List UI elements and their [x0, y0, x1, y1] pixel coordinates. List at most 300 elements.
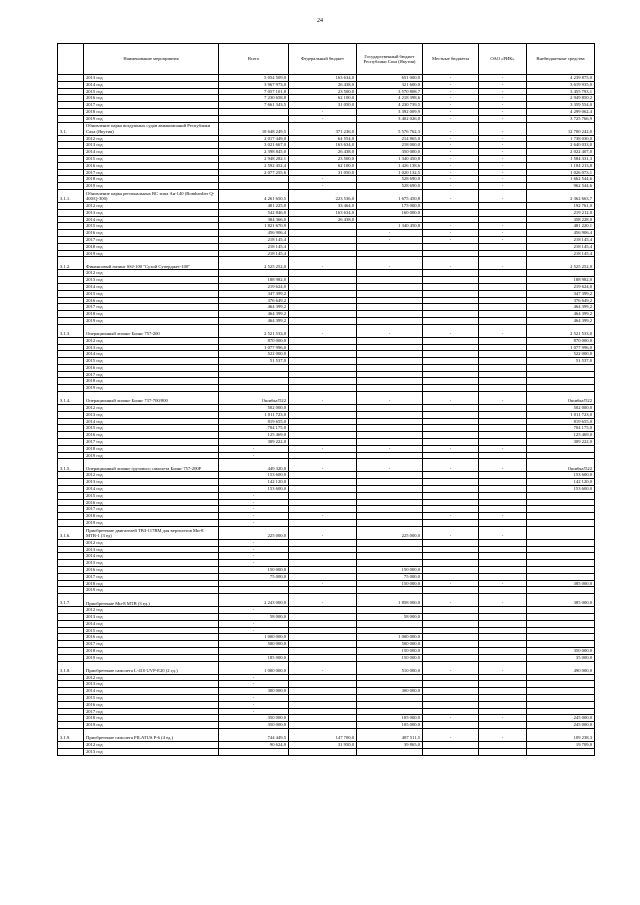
table-cell: 464 399,2	[219, 311, 289, 318]
table-cell	[357, 539, 423, 546]
table-cell	[527, 499, 595, 506]
table-cell	[423, 674, 479, 681]
table-cell	[423, 364, 479, 371]
table-cell	[58, 81, 84, 88]
table-cell: 2019 год	[84, 654, 219, 661]
table-cell: -	[219, 520, 289, 527]
table-cell	[527, 620, 595, 627]
table-cell	[527, 614, 595, 621]
table-cell: 218 145,4	[527, 236, 595, 243]
table-cell: 19 709,0	[527, 741, 595, 748]
table-cell	[357, 432, 423, 439]
table-cell: Приобретение двигателей ТВЗ-117ВМ для вертолетов Ми-8 МТВ-1 (3 ед)	[84, 526, 219, 539]
table-cell	[58, 708, 84, 715]
table-cell	[423, 439, 479, 446]
table-cell: -	[423, 236, 479, 243]
table-cell	[357, 513, 423, 520]
table-row	[58, 371, 595, 378]
table-cell: -	[423, 75, 479, 82]
table-cell: 35 000,0	[527, 654, 595, 661]
table-cell	[357, 385, 423, 392]
table-cell	[527, 627, 595, 634]
table-cell	[479, 351, 527, 358]
table-cell: 2019 год	[84, 385, 219, 392]
table-cell: 744 449,5	[219, 728, 289, 741]
table-cell: 487 511,5	[357, 728, 423, 741]
table-cell: 51 537,0	[527, 358, 595, 365]
table-cell	[357, 560, 423, 567]
table-cell: 2017 год	[84, 641, 219, 648]
table-cell: -	[357, 257, 423, 270]
table-cell	[58, 202, 84, 209]
table-cell	[357, 439, 423, 446]
table-cell	[289, 385, 357, 392]
table-cell: 4 239 875,0	[527, 75, 595, 82]
table-cell: 2 521 533,0	[219, 324, 289, 337]
table-cell	[357, 486, 423, 493]
table-cell: 2 022 407,0	[527, 149, 595, 156]
table-cell	[58, 445, 84, 452]
table-cell	[289, 304, 357, 311]
table-cell	[289, 243, 357, 250]
table-row	[58, 385, 595, 392]
table-cell	[479, 641, 527, 648]
table-cell: 1 020 132,5	[357, 169, 423, 176]
table-cell	[423, 560, 479, 567]
table-cell	[58, 506, 84, 513]
table-row	[58, 432, 595, 439]
table-cell: 2012 год	[84, 607, 219, 614]
table-cell	[58, 674, 84, 681]
table-cell	[479, 216, 527, 223]
table-cell: 2015 год	[84, 155, 219, 162]
table-cell	[58, 722, 84, 729]
table-cell: 2016 год	[84, 701, 219, 708]
table-cell: 150 000,0	[357, 647, 423, 654]
table-cell	[58, 560, 84, 567]
table-cell: -	[423, 176, 479, 183]
table-cell: -	[423, 223, 479, 230]
table-cell: -	[219, 708, 289, 715]
table-cell	[58, 486, 84, 493]
table-cell	[527, 371, 595, 378]
table-cell: 125 469,0	[527, 432, 595, 439]
table-cell: 75 000,0	[219, 573, 289, 580]
table-cell	[289, 715, 357, 722]
table-cell	[357, 344, 423, 351]
table-row	[58, 506, 595, 513]
table-cell	[423, 290, 479, 297]
table-cell: 347 399,2	[527, 290, 595, 297]
table-cell	[479, 344, 527, 351]
table-cell	[357, 351, 423, 358]
table-cell: -	[479, 459, 527, 472]
table-row	[58, 526, 595, 539]
table-cell: Ошибка!522	[219, 392, 289, 405]
table-cell	[479, 674, 527, 681]
table-cell: -	[289, 257, 357, 270]
table-cell	[479, 311, 527, 318]
table-cell	[357, 452, 423, 459]
table-cell	[479, 479, 527, 486]
table-cell: 2017 год	[84, 102, 219, 109]
table-cell	[289, 344, 357, 351]
header-cell: ОАО «РИК»	[479, 44, 527, 75]
table-cell	[289, 486, 357, 493]
table-row	[58, 108, 595, 115]
table-cell	[527, 573, 595, 580]
table-cell: 309 222,0	[219, 439, 289, 446]
table-cell: -	[219, 627, 289, 634]
table-cell: 2013 год	[84, 277, 219, 284]
table-cell: 26 438,0	[289, 216, 357, 223]
table-cell	[423, 539, 479, 546]
table-cell	[479, 607, 527, 614]
table-cell: 2013 год	[84, 209, 219, 216]
table-cell: 31 050,0	[289, 169, 357, 176]
table-cell: 2 640 033,0	[527, 142, 595, 149]
table-cell	[479, 385, 527, 392]
table-cell: 175 000,0	[357, 202, 423, 209]
table-cell	[219, 371, 289, 378]
table-cell	[289, 520, 357, 527]
table-cell	[423, 506, 479, 513]
table-cell: 2017 год	[84, 573, 219, 580]
table-cell: 1 104 213,8	[527, 162, 595, 169]
table-cell	[479, 364, 527, 371]
table-cell: 1 858 000,0	[357, 594, 423, 607]
table-cell: 464 399,2	[527, 311, 595, 318]
table-cell	[58, 520, 84, 527]
table-cell: 153 600,0	[219, 486, 289, 493]
table-cell	[357, 418, 423, 425]
table-cell: Операционный лизинг грузового самолета Боинг 757-200F	[84, 459, 219, 472]
table-cell: 384 366,0	[219, 216, 289, 223]
table-cell	[423, 351, 479, 358]
table-cell	[479, 290, 527, 297]
table-cell: 2018 год	[84, 513, 219, 520]
table-row	[58, 162, 595, 169]
table-cell: 218 145,4	[527, 250, 595, 257]
table-cell	[423, 553, 479, 560]
table-cell	[423, 627, 479, 634]
table-cell	[289, 297, 357, 304]
table-cell	[289, 708, 357, 715]
table-cell	[423, 701, 479, 708]
table-cell: 2015 год	[84, 290, 219, 297]
table-cell: -	[423, 526, 479, 539]
table-cell	[423, 283, 479, 290]
table-cell	[479, 634, 527, 641]
table-cell: 2019 год	[84, 520, 219, 527]
table-cell	[479, 317, 527, 324]
table-row	[58, 95, 595, 102]
table-cell	[423, 209, 479, 216]
table-cell	[527, 607, 595, 614]
table-cell	[289, 539, 357, 546]
table-cell	[58, 216, 84, 223]
table-cell	[58, 230, 84, 237]
table-cell	[527, 270, 595, 277]
table-cell	[423, 647, 479, 654]
table-cell: 2018 год	[84, 311, 219, 318]
table-row	[58, 513, 595, 520]
table-cell	[58, 641, 84, 648]
table-cell: -	[219, 553, 289, 560]
table-cell	[58, 108, 84, 115]
table-cell: -	[289, 580, 357, 587]
table-cell: 51 537,0	[219, 358, 289, 365]
table-cell: 350 000,0	[527, 647, 595, 654]
table-cell: 510 000,0	[357, 661, 423, 674]
table-cell: -	[219, 492, 289, 499]
table-row	[58, 358, 595, 365]
table-cell	[219, 115, 289, 122]
table-cell	[58, 317, 84, 324]
table-cell	[219, 108, 289, 115]
table-cell: -	[423, 142, 479, 149]
table-cell: 142 120,0	[527, 479, 595, 486]
table-cell: 2013 год	[84, 411, 219, 418]
table-cell: -	[479, 81, 527, 88]
table-cell: -	[423, 88, 479, 95]
table-cell	[479, 439, 527, 446]
table-row	[58, 439, 595, 446]
table-cell	[357, 479, 423, 486]
table-cell	[527, 520, 595, 527]
table-cell: 7 661 343,5	[219, 102, 289, 109]
table-cell	[527, 748, 595, 755]
table-cell: 2019 год	[84, 115, 219, 122]
table-cell	[289, 674, 357, 681]
table-cell: 142 120,0	[219, 479, 289, 486]
table-cell	[289, 587, 357, 594]
table-cell	[219, 183, 289, 190]
table-cell	[289, 654, 357, 661]
table-cell: 490 000,0	[527, 661, 595, 674]
table-row	[58, 324, 595, 337]
table-cell: 5 054 509,0	[219, 75, 289, 82]
table-cell	[289, 492, 357, 499]
table-cell: 225 000,0	[357, 526, 423, 539]
table-cell	[479, 681, 527, 688]
table-row	[58, 661, 595, 674]
table-cell: 819 655,0	[527, 418, 595, 425]
table-cell	[58, 250, 84, 257]
table-cell: 371 236,0	[289, 122, 357, 135]
table-cell	[58, 162, 84, 169]
table-row	[58, 250, 595, 257]
table-cell	[289, 364, 357, 371]
header-cell: Местные бюджеты	[423, 44, 479, 75]
table-cell: 3 619 935,0	[527, 81, 595, 88]
table-cell: 3 021 667,0	[219, 142, 289, 149]
table-cell	[58, 75, 84, 82]
table-cell	[357, 492, 423, 499]
table-cell	[289, 405, 357, 412]
table-cell	[527, 506, 595, 513]
table-cell: 2012 год	[84, 472, 219, 479]
table-cell	[423, 243, 479, 250]
table-cell: -	[479, 135, 527, 142]
table-cell	[58, 580, 84, 587]
table-cell: 350 000,0	[357, 149, 423, 156]
table-cell	[479, 202, 527, 209]
table-cell: 449 320,0	[219, 459, 289, 472]
table-cell	[289, 694, 357, 701]
table-cell	[527, 634, 595, 641]
table-cell: 651 000,0	[357, 75, 423, 82]
table-cell: 2012 год	[84, 539, 219, 546]
table-cell: 23 500,0	[289, 155, 357, 162]
table-cell: 109 238,3	[527, 728, 595, 741]
table-cell	[58, 513, 84, 520]
table-row	[58, 587, 595, 594]
table-cell	[58, 102, 84, 109]
table-header-row	[58, 44, 595, 75]
table-cell: 2018 год	[84, 176, 219, 183]
table-cell: 2018 год	[84, 243, 219, 250]
table-cell: -	[479, 236, 527, 243]
table-row	[58, 364, 595, 371]
header-cell: Наименование мероприятия	[84, 44, 219, 75]
table-cell	[357, 520, 423, 527]
table-cell: 3 402 026,0	[357, 115, 423, 122]
table-cell	[58, 418, 84, 425]
table-cell: -	[219, 701, 289, 708]
table-cell: 2013 год	[84, 614, 219, 621]
table-cell	[527, 587, 595, 594]
table-cell	[58, 223, 84, 230]
table-cell: -	[479, 149, 527, 156]
table-cell	[423, 304, 479, 311]
table-cell: 522 000,0	[527, 351, 595, 358]
table-cell	[58, 620, 84, 627]
table-cell: 819 655,0	[219, 418, 289, 425]
table-cell: -	[423, 108, 479, 115]
table-cell	[289, 634, 357, 641]
table-cell: -	[479, 155, 527, 162]
table-cell: -	[219, 452, 289, 459]
table-cell: 1 426 138,6	[357, 162, 423, 169]
table-cell: 2018 год	[84, 647, 219, 654]
table-cell: -	[219, 445, 289, 452]
table-cell: 2016 год	[84, 499, 219, 506]
table-cell	[527, 688, 595, 695]
table-cell	[357, 405, 423, 412]
table-cell	[289, 546, 357, 553]
table-cell: 1 000 000,0	[219, 634, 289, 641]
table-cell: 962 544,6	[527, 183, 595, 190]
table-cell	[423, 385, 479, 392]
table-cell	[58, 277, 84, 284]
table-cell: Ошибка!522	[527, 459, 595, 472]
table-row	[58, 311, 595, 318]
table-cell: -	[479, 176, 527, 183]
table-cell: -	[479, 223, 527, 230]
table-cell	[357, 337, 423, 344]
table-cell: 2 077 255,6	[219, 169, 289, 176]
table-cell: 2016 год	[84, 162, 219, 169]
table-cell: 219 212,0	[527, 209, 595, 216]
table-cell	[423, 358, 479, 365]
table-cell: 4 230 739,5	[357, 102, 423, 109]
table-cell: 192 761,0	[527, 202, 595, 209]
table-cell	[527, 553, 595, 560]
table-cell: 185 000,0	[219, 654, 289, 661]
table-cell: 2019 год	[84, 317, 219, 324]
table-cell	[58, 344, 84, 351]
table-cell: 7 230 658,8	[219, 95, 289, 102]
table-cell: 219 624,0	[527, 283, 595, 290]
table-row	[58, 304, 595, 311]
table-row	[58, 539, 595, 546]
table-cell: 12 700 242,0	[527, 122, 595, 135]
table-cell: 5 576 762,3	[357, 122, 423, 135]
table-cell	[357, 243, 423, 250]
table-row	[58, 277, 595, 284]
table-cell: 218 145,4	[527, 243, 595, 250]
table-row	[58, 580, 595, 587]
table-cell	[479, 546, 527, 553]
header-cell: Государственный бюджет Республики Саха (Якутия)	[357, 44, 423, 75]
table-cell	[423, 486, 479, 493]
table-cell: -	[357, 324, 423, 337]
table-cell: -	[479, 169, 527, 176]
table-row	[58, 688, 595, 695]
table-row	[58, 290, 595, 297]
table-row	[58, 674, 595, 681]
table-cell	[58, 371, 84, 378]
table-cell	[423, 620, 479, 627]
table-row	[58, 411, 595, 418]
table-cell	[423, 492, 479, 499]
table-cell: 2013 год	[84, 748, 219, 755]
table-cell	[423, 418, 479, 425]
table-cell: -	[479, 108, 527, 115]
table-cell	[58, 654, 84, 661]
table-cell: 2014 год	[84, 620, 219, 627]
table-cell: 528 690,0	[357, 176, 423, 183]
table-cell	[423, 641, 479, 648]
table-cell	[58, 701, 84, 708]
table-cell	[58, 567, 84, 574]
table-cell: 150 000,0	[357, 567, 423, 574]
table-cell: 309 222,0	[527, 439, 595, 446]
table-cell: 2017 год	[84, 506, 219, 513]
table-cell	[58, 741, 84, 748]
table-cell: 153 600,0	[527, 486, 595, 493]
table-cell: 163 634,0	[289, 142, 357, 149]
table-cell: 1 000 000,0	[219, 661, 289, 674]
table-cell	[479, 209, 527, 216]
table-cell: 2013 год	[84, 546, 219, 553]
table-cell: 26 438,0	[289, 81, 357, 88]
table-cell	[289, 371, 357, 378]
table-cell	[58, 587, 84, 594]
table-cell	[289, 432, 357, 439]
table-cell	[357, 587, 423, 594]
table-cell	[58, 573, 84, 580]
table-cell	[527, 708, 595, 715]
table-cell	[423, 371, 479, 378]
table-cell	[58, 270, 84, 277]
table-cell: 7 057 101,8	[219, 88, 289, 95]
table-cell	[479, 358, 527, 365]
table-cell	[479, 647, 527, 654]
table-cell: -	[479, 230, 527, 237]
table-cell: -	[423, 324, 479, 337]
